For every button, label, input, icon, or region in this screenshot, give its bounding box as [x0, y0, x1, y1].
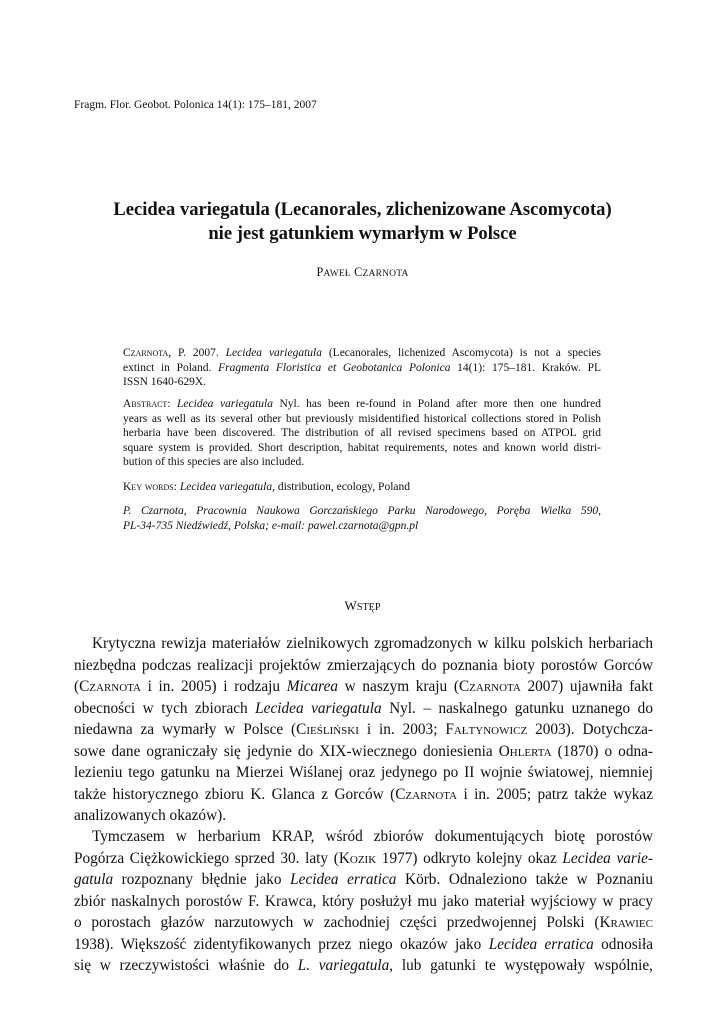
citation: [123, 346, 601, 390]
p2-line-5: o porostach głazów narzutowych w zachodniej części przedwojennej Polski (Krawiec: [74, 914, 653, 931]
title-line-2: nie jest gatunkiem wymarłym w Polsce: [208, 223, 517, 244]
keywords: Key words: Lecidea variegatula, distribution, ecology, Poland: [123, 481, 411, 493]
p1-line-9: analizowanych okazów).: [74, 807, 227, 824]
p1-line-4: obecności w tych zbiorach Lecidea variegatula Nyl. – naskalnego gatunku uznanego do: [74, 699, 653, 717]
title-line-1: Lecidea variegatula (Lecanorales, zlichenizowane Ascomycota): [113, 199, 612, 220]
p1-line-1: Krytyczna rewizja materiałów zielnikowych zgromadzonych w kilku polskich herbariach: [92, 635, 653, 652]
paragraph-1: [74, 633, 653, 827]
abstract-line-3: herbaria have been discovered. The distribution of all revised specimens based on ATPOL grid: [123, 427, 601, 440]
abstract-line-5: bution of this species are also included.: [123, 456, 305, 469]
address-line-1: P. Czarnota, Pracownia Naukowa Gorczańskiego Parku Narodowego, Poręba Wielka 590,: [123, 505, 601, 517]
p1-line-8: także historycznego zbioru K. Glanca z Gorców (Czarnota i in. 2005; patrz także wykaz: [74, 785, 653, 803]
section-heading: WSTĘP: [344, 598, 381, 613]
address-line-2: PL-34-735 Niedźwiedź, Polska; e-mail: pawel.czarnota@gpn.pl: [123, 519, 419, 532]
citation-line-3: ISSN 1640-629X.: [123, 376, 207, 389]
p2-line-7: się w rzeczywistości właśnie do L. variegatula, lub gatunki te występowały wspólnie,: [74, 957, 653, 974]
citation-line-1: Czarnota, P. 2007. Lecidea variegatula (Lecanorales, lichenized Ascomycota) is not a species: [123, 347, 602, 359]
paragraph-2: [74, 826, 653, 977]
author-name: PAWEŁ CZARNOTA: [316, 265, 409, 279]
p1-line-5: niedawna za wymarły w Polsce (Cieśliński i in. 2003; Fałtynowicz 2003). Dotychcza-: [74, 721, 653, 738]
abstract-line-2: years as well as its several other but previously misidentified historical collections stored in Polish: [123, 412, 601, 425]
running-head: Fragm. Flor. Geobot. Polonica 14(1): 175–181, 2007: [74, 99, 317, 111]
p2-line-2: Pogórza Ciężkowickiego sprzed 30. laty (Kozik 1977) odkryto kolejny okaz Lecidea varie-: [74, 849, 653, 867]
p1-line-6: sowe dane ograniczały się jedynie do XIX-wiecznego doniesienia Ohlerta (1870) o odna-: [74, 742, 653, 760]
citation-line-2: extinct in Poland. Fragmenta Floristica et Geobotanica Polonica 14(1): 175–181. Kraków. PL: [123, 361, 602, 374]
p2-line-4: zbiór naskalnych porostów F. Krawca, który posłużył mu jako materiał wyjściowy w pracy: [74, 892, 653, 910]
author-address: [123, 504, 601, 533]
p2-line-6: 1938). Większość zidentyfikowanych przez niego okazów jako Lecidea erratica odnosiła: [74, 935, 653, 953]
p1-line-7: lezieniu tego gatunku na Mierzei Wiślanej oraz jedynego po II wojnie światowej, niemniej: [74, 764, 653, 781]
p1-line-2: niezbędna podczas realizacji projektów zmierzających do poznania bioty porostów Gorców: [74, 656, 653, 674]
abstract-line-1: Abstract: Lecidea variegatula Nyl. has been re-found in Poland after more then one hundred: [123, 398, 601, 410]
paper-title: [0, 198, 725, 246]
abstract: [123, 397, 601, 470]
p1-line-3: (Czarnota i in. 2005) i rodzaju Micarea w naszym kraju (Czarnota 2007) ujawniła fakt: [74, 678, 653, 695]
p2-line-3: gatula rozpoznany błędnie jako Lecidea erratica Körb. Odnaleziono także w Poznaniu: [74, 871, 654, 888]
p2-line-1: Tymczasem w herbarium KRAP, wśród zbiorów dokumentujących biotę porostów: [92, 828, 653, 845]
abstract-line-4: square system is provided. Short description, habitat requirements, notes and known world distri-: [123, 441, 601, 454]
